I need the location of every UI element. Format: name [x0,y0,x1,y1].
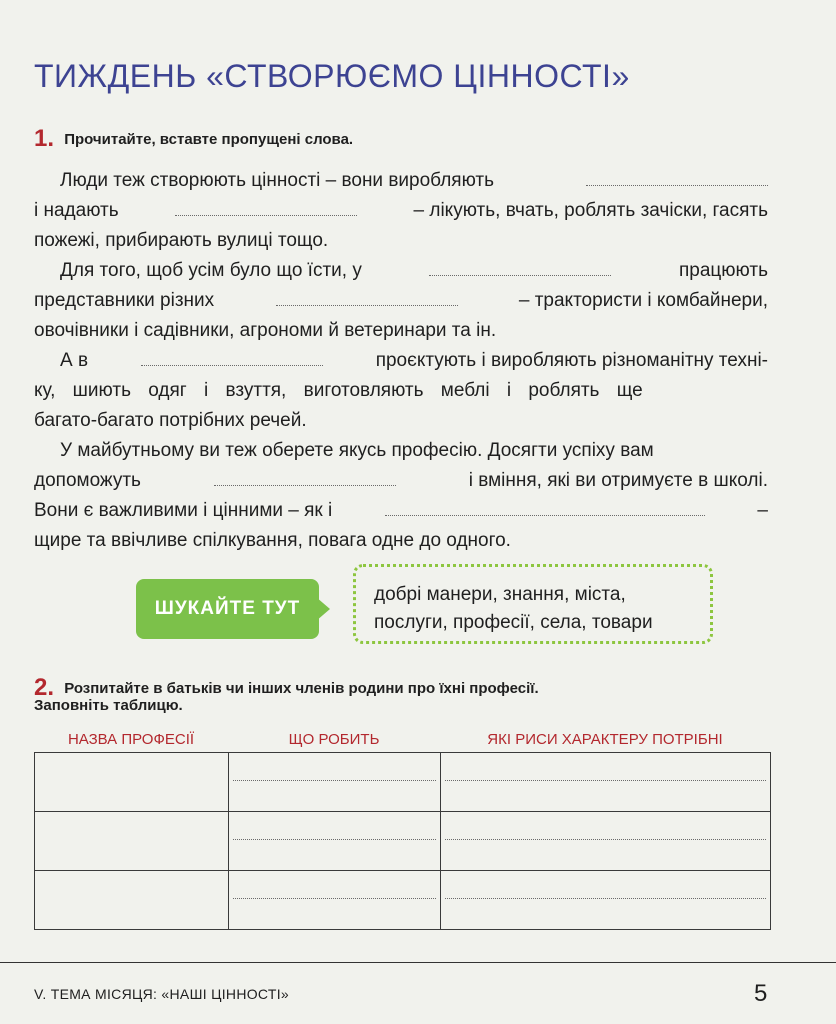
footer-section-title: V. ТЕМА МІСЯЦЯ: «НАШІ ЦІННОСТІ» [34,986,290,1002]
blank-field[interactable] [276,291,458,306]
writing-line [233,898,436,899]
text-line [34,496,768,526]
column-header-profession: НАЗВА ПРОФЕСІЇ [67,731,195,748]
table-cell[interactable] [35,753,229,812]
text-fragment: працюють [678,260,768,281]
text-fragment: допоможуть [34,470,141,491]
text-line [60,166,768,196]
task-2-instruction: Розпитайте в батьків чи інших членів родини про їхні професії. [64,680,539,697]
writing-line [445,898,766,899]
text-line [34,226,768,256]
blank-field[interactable] [586,171,768,186]
task-2-number: 2. [34,674,55,701]
blank-field[interactable] [429,261,611,276]
text-fragment: Для того, щоб усім було що їсти, у [60,260,362,281]
task-1-instruction: Прочитайте, вставте пропущені слова. [64,131,354,148]
table-row [35,871,771,930]
table-cell[interactable] [35,871,229,930]
table-cell[interactable] [441,753,771,812]
hint-word-box [353,564,713,644]
text-line [34,406,768,436]
text-line [34,286,768,316]
text-fragment: овочівники і садівники, агрономи й ветеринари та ін. [34,320,497,341]
task-1-number: 1. [34,125,55,152]
table-cell[interactable] [441,871,771,930]
text-fragment: проєктують і виробляють різноманітну техні- [375,350,768,371]
text-fragment: і надають [34,200,119,221]
task-2-instruction-continued: Заповніть таблицю. [34,697,183,714]
task-1-heading [34,125,353,153]
text-line [60,436,768,466]
text-fragment: А в [60,350,89,371]
text-fragment: – [757,500,768,521]
text-line [60,346,768,376]
table-cell[interactable] [35,812,229,871]
blank-field[interactable] [385,501,705,516]
column-header-character-traits: ЯКІ РИСИ ХАРАКТЕРУ ПОТРІБНІ [487,731,723,748]
hint-words-line-2: послуги, професії, села, товари [374,612,653,633]
text-line [34,466,768,496]
table-row [35,753,771,812]
text-fragment: щире та ввічливе спілкування, повага одне до одного. [34,530,511,551]
text-fragment: багато-багато потрібних речей. [34,410,307,431]
text-line [34,196,768,226]
table-cell[interactable] [229,812,441,871]
writing-line [445,780,766,781]
page-number: 5 [754,980,768,1007]
text-line [34,376,768,406]
writing-line [445,839,766,840]
text-fragment: У майбутньому ви теж оберете якусь професію. Досягти успіху вам [60,440,654,461]
text-fragment: Вони є важливими і цінними – як і [34,500,333,521]
hint-words-line-1: добрі манери, знання, міста, [374,584,626,605]
writing-line [233,839,436,840]
blank-field[interactable] [175,201,357,216]
hint-label: ШУКАЙТЕ ТУТ [136,579,319,639]
text-fragment: – лікують, вчать, роблять зачіски, гасять [413,200,768,221]
table-cell[interactable] [229,753,441,812]
text-line [60,256,768,286]
table-cell[interactable] [229,871,441,930]
text-line [34,316,768,346]
blank-field[interactable] [214,471,396,486]
footer-divider [0,962,836,963]
profession-table [34,752,771,930]
column-header-what-does: ЩО РОБИТЬ [288,731,380,748]
text-fragment: представники різних [34,290,215,311]
table-cell[interactable] [441,812,771,871]
page-title: ТИЖДЕНЬ «СТВОРЮЄМО ЦІННОСТІ» [34,58,630,94]
text-fragment: ку, шиють одяг і взуття, виготовляють меблі і роблять ще [34,380,643,401]
hint-arrow-icon [316,597,330,621]
text-line [34,526,768,556]
blank-field[interactable] [141,351,323,366]
text-fragment: пожежі, прибирають вулиці тощо. [34,230,329,251]
text-fragment: – трактористи і комбайнери, [518,290,768,311]
text-fragment: Люди теж створюють цінності – вони виробляють [60,170,495,191]
text-fragment: і вміння, які ви отримуєте в школі. [468,470,768,491]
table-row [35,812,771,871]
writing-line [233,780,436,781]
